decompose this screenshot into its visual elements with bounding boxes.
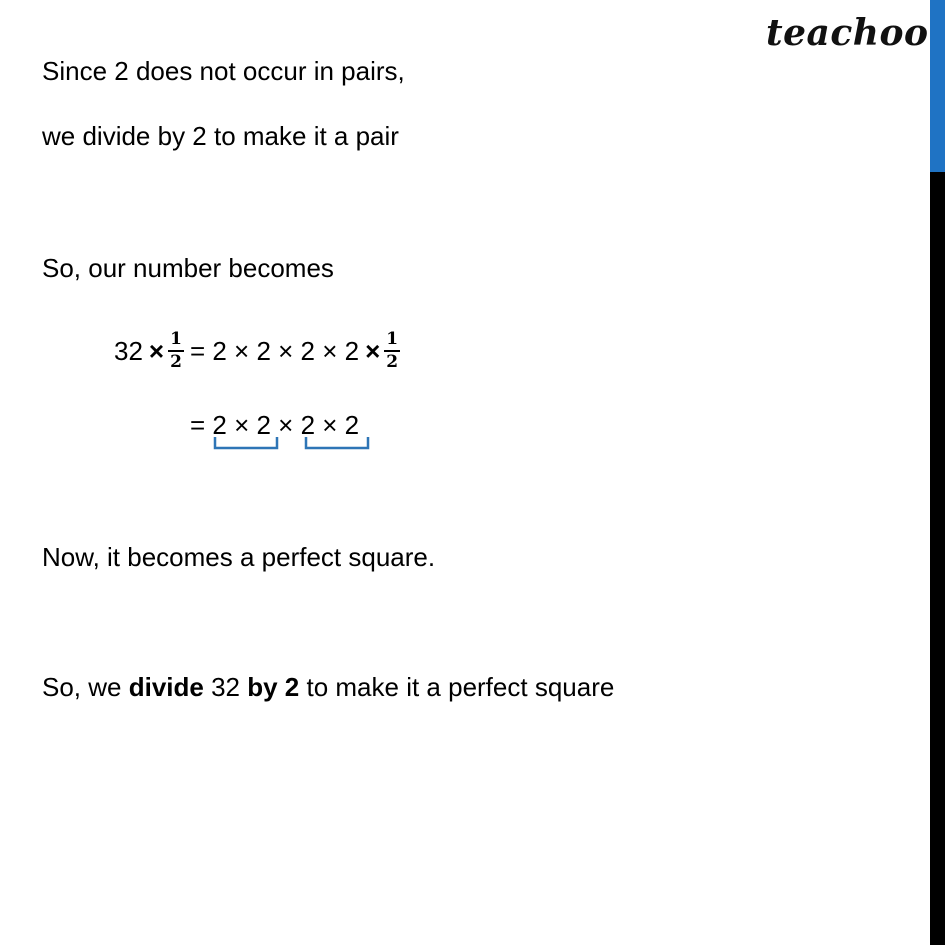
- eq1-times-bold-2: ×: [365, 335, 381, 366]
- equation-2: = 2 × 2 × 2 × 2: [190, 410, 360, 440]
- line-divide-by-2: we divide by 2 to make it a pair: [42, 121, 399, 151]
- line-since-2: Since 2 does not occur in pairs,: [42, 56, 405, 86]
- conclusion-line: [42, 672, 614, 703]
- eq1-frac2-numerator: 1: [384, 331, 400, 352]
- eq1-times-bold: ×: [148, 335, 165, 366]
- side-bar-accent: [930, 0, 945, 172]
- eq1-fraction: [168, 331, 184, 371]
- teachoo-logo: teachoo: [766, 12, 929, 54]
- eq1-frac2-denominator: 2: [386, 352, 399, 372]
- eq1-fraction-2: [384, 331, 400, 371]
- eq1-lhs-number: 32: [114, 335, 143, 366]
- conclusion-part-1: So, we: [42, 672, 129, 702]
- right-side-bar: [930, 0, 945, 945]
- eq1-frac-denominator: 2: [170, 352, 182, 372]
- conclusion-bold-divide: divide: [128, 672, 204, 702]
- line-number-becomes: So, our number becomes: [42, 253, 334, 283]
- conclusion-part-2: 32: [203, 672, 248, 702]
- equation-1: [114, 331, 404, 371]
- eq1-middle: = 2 × 2 × 2 × 2: [189, 335, 360, 366]
- eq1-frac-numerator: 1: [168, 331, 184, 352]
- conclusion-bold-by-2: by 2: [247, 672, 300, 702]
- conclusion-part-3: to make it a perfect square: [299, 672, 615, 702]
- line-perfect-square: Now, it becomes a perfect square.: [42, 542, 436, 572]
